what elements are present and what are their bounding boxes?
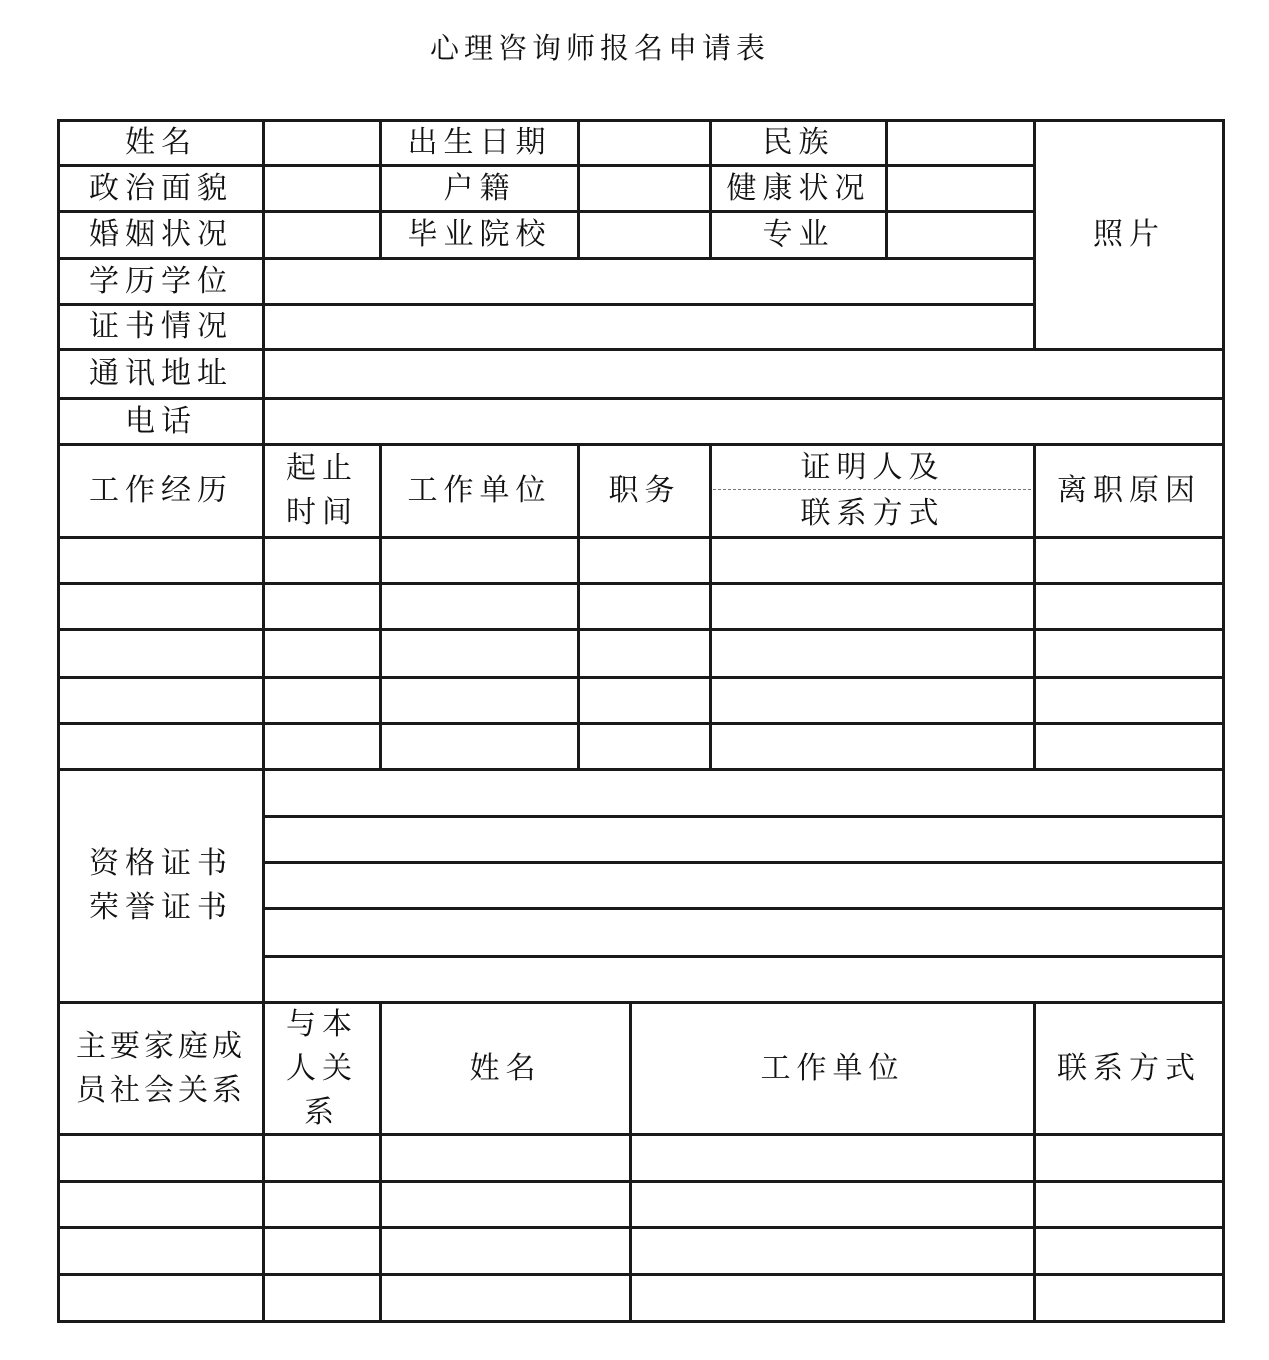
- label-honor-certificate: 荣誉证书: [89, 890, 233, 925]
- mailing-address-field[interactable]: [265, 351, 1222, 397]
- work-entry-row[interactable]: [60, 631, 1222, 676]
- phone-field[interactable]: [265, 400, 1222, 443]
- header-relation-line3: 系: [304, 1094, 340, 1130]
- label-phone: 电话: [125, 403, 197, 439]
- header-period-line2: 时间: [286, 495, 358, 530]
- label-birth-date: 出生日期: [407, 125, 552, 160]
- label-graduated-from: 毕业院校: [407, 217, 552, 252]
- label-family-line2: 员社会关系: [76, 1072, 246, 1108]
- header-leaving-reason: 离职原因: [1057, 473, 1201, 508]
- label-certificates-status: 证书情况: [89, 309, 233, 344]
- certificate-entry-row[interactable]: [265, 910, 1222, 955]
- photo-box[interactable]: 照片: [1093, 217, 1165, 252]
- label-name: 姓名: [125, 125, 197, 160]
- label-education-degree: 学历学位: [89, 263, 233, 299]
- work-entry-row[interactable]: [60, 585, 1222, 628]
- certificates-status-field[interactable]: [265, 306, 1033, 348]
- header-period-line1: 起止: [286, 451, 358, 486]
- label-major: 专业: [762, 217, 835, 252]
- header-relation-line2: 人关: [286, 1050, 358, 1086]
- application-form-table: [57, 119, 1225, 1323]
- label-work-experience: 工作经历: [89, 473, 233, 508]
- family-entry-row[interactable]: [60, 1276, 1222, 1320]
- header-family-contact: 联系方式: [1057, 1050, 1201, 1086]
- header-reference-line1: 证明人及: [800, 449, 945, 485]
- header-reference-line2: 联系方式: [800, 496, 945, 531]
- birth-date-field[interactable]: [580, 122, 709, 164]
- marital-status-field[interactable]: [265, 213, 379, 257]
- certificate-entry-row[interactable]: [265, 771, 1222, 815]
- header-relation: [265, 1004, 379, 1133]
- family-entry-row[interactable]: [60, 1183, 1222, 1226]
- label-ethnicity: 民族: [762, 125, 835, 160]
- major-field[interactable]: [888, 213, 1033, 257]
- header-employer: 工作单位: [407, 473, 552, 508]
- name-field[interactable]: [265, 122, 379, 164]
- work-entry-row[interactable]: [60, 679, 1222, 722]
- certificate-entry-row[interactable]: [265, 864, 1222, 907]
- label-political-status: 政治面貌: [89, 170, 233, 206]
- education-degree-field[interactable]: [265, 260, 1033, 303]
- label-family-relations: [60, 1004, 262, 1133]
- work-entry-row[interactable]: [60, 539, 1222, 582]
- family-entry-row[interactable]: [60, 1136, 1222, 1180]
- header-family-employer: 工作单位: [760, 1050, 905, 1086]
- household-registration-field[interactable]: [580, 167, 709, 210]
- label-household-registration: 户籍: [443, 170, 516, 206]
- certificate-entry-row[interactable]: [265, 818, 1222, 861]
- header-family-name: 姓名: [469, 1050, 542, 1086]
- ethnicity-field[interactable]: [888, 122, 1033, 164]
- label-health-status: 健康状况: [726, 170, 871, 206]
- health-status-field[interactable]: [888, 167, 1033, 210]
- label-qualification-certificate: 资格证书: [89, 846, 233, 881]
- graduated-from-field[interactable]: [580, 213, 709, 257]
- label-family-line1: 主要家庭成: [76, 1028, 246, 1064]
- label-certificates: [60, 771, 262, 1001]
- header-relation-line1: 与本: [286, 1006, 358, 1042]
- work-entry-row[interactable]: [60, 725, 1222, 768]
- header-position: 职务: [608, 473, 681, 508]
- label-marital-status: 婚姻状况: [89, 217, 233, 252]
- form-title: 心理咨询师报名申请表: [429, 31, 770, 65]
- header-period: [265, 446, 379, 536]
- family-entry-row[interactable]: [60, 1229, 1222, 1273]
- certificate-entry-row[interactable]: [265, 958, 1222, 1001]
- label-mailing-address: 通讯地址: [89, 356, 233, 391]
- political-status-field[interactable]: [265, 167, 379, 210]
